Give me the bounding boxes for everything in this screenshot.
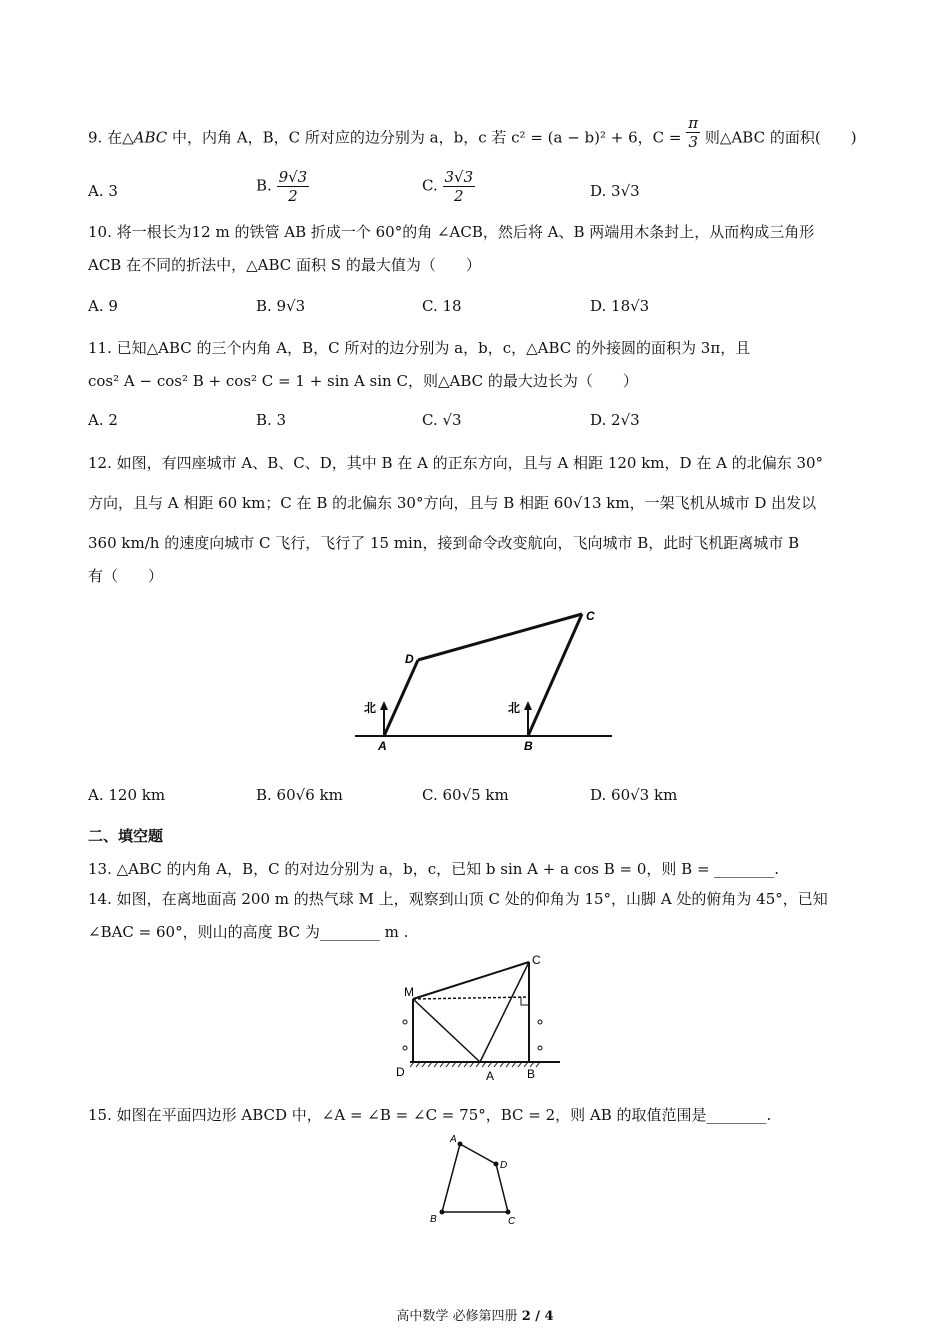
q12-label-c: C xyxy=(586,609,595,623)
q11-option-c: C. √3 xyxy=(422,411,462,429)
page-footer: 高中数学 必修第四册 2 / 4 xyxy=(396,1309,554,1324)
q10-option-a: A. 9 xyxy=(88,297,118,315)
page-number: 2 / 4 xyxy=(521,1309,554,1324)
q14-label-c: C xyxy=(532,953,541,967)
q11-option-a: A. 2 xyxy=(88,411,118,429)
q14-figure xyxy=(370,950,570,1085)
q9-option-b: B. $\frac{9√3}{2}$ xyxy=(256,168,308,205)
q15-label-b: B xyxy=(430,1214,437,1225)
q14-label-d: D xyxy=(396,1065,405,1079)
q10-option-c: C. 18 xyxy=(422,297,462,315)
q10-line-2: ACB 在不同的折法中，△ABC 面积 S 的最大值为（ ） xyxy=(88,256,481,274)
q12-line-1: 12. 如图，有四座城市 A、B、C、D，其中 B 在 A 的正东方向，且与 A 相距 120 km，D 在 A 的北偏东 30° xyxy=(88,454,824,472)
q12-figure xyxy=(350,600,620,755)
q13-line-1: 13. △ABC 的内角 A，B，C 的对边分别为 a，b，c，已知 b sin A + a cos B = 0，则 B = ________. xyxy=(88,860,780,878)
q9-option-c: C. $\frac{3√3}{2}$ xyxy=(422,168,474,205)
q11-option-d: D. 2√3 xyxy=(590,411,640,429)
q14-label-m: M xyxy=(404,985,414,999)
q10-option-b: B. 9√3 xyxy=(256,297,306,315)
q12-option-d: D. 60√3 km xyxy=(590,786,678,804)
q12-label-d: D xyxy=(405,652,414,666)
q14-label-b: B xyxy=(527,1067,536,1081)
q12-option-b: B. 60√6 km xyxy=(256,786,343,804)
q15-label-a: A xyxy=(450,1134,457,1145)
q11-option-b: B. 3 xyxy=(256,411,287,429)
q9-option-d: D. 3√3 xyxy=(590,182,640,200)
q10-option-d: D. 18√3 xyxy=(590,297,650,315)
q15-label-d: D xyxy=(500,1160,508,1171)
q15-figure xyxy=(420,1128,530,1228)
q9-stem: 9. 在△ABC 中，内角 A，B，C 所对应的边分别为 a，b，c 若 c² = (a − b)² + 6，C = $\frac{\pi}{3}$ 则△ABC 的面积( ) xyxy=(88,114,857,151)
q14-line-2: ∠BAC = 60°，则山的高度 BC 为________ m . xyxy=(88,923,409,941)
q11-line-1: 11. 已知△ABC 的三个内角 A，B，C 所对的边分别为 a，b，c，△ABC 的外接圆的面积为 3π，且 xyxy=(88,339,751,357)
q12-label-a: A xyxy=(378,739,387,753)
q12-option-c: C. 60√5 km xyxy=(422,786,509,804)
q12-label-b: B xyxy=(524,739,533,753)
section-heading-fill-in: 二、填空题 xyxy=(88,827,164,845)
q12-option-a: A. 120 km xyxy=(88,786,166,804)
q12-line-3: 360 km/h 的速度向城市 C 飞行，飞行了 15 min，接到命令改变航向，飞向城市 B，此时飞机距离城市 B xyxy=(88,534,800,552)
q14-line-1: 14. 如图，在离地面高 200 m 的热气球 M 上，观察到山顶 C 处的仰角为 15°，山脚 A 处的俯角为 45°，已知 xyxy=(88,890,828,908)
q15-line-1: 15. 如图在平面四边形 ABCD 中，∠A = ∠B = ∠C = 75°，BC = 2，则 AB 的取值范围是________. xyxy=(88,1106,772,1124)
q11-line-2: cos² A − cos² B + cos² C = 1 + sin A sin C，则△ABC 的最大边长为（ ） xyxy=(88,372,638,390)
q14-label-a: A xyxy=(486,1069,495,1083)
q12-line-4: 有（ ） xyxy=(88,567,164,585)
q12-north-label-2: 北 xyxy=(508,701,521,715)
q15-label-c: C xyxy=(508,1216,516,1227)
q12-north-label-1: 北 xyxy=(364,701,377,715)
q10-line-1: 10. 将一根长为12 m 的铁管 AB 折成一个 60°的角 ∠ACB，然后将 A、B 两端用木条封上，从而构成三角形 xyxy=(88,223,815,241)
q12-line-2: 方向，且与 A 相距 60 km；C 在 B 的北偏东 30°方向，且与 B 相距 60√13 km，一架飞机从城市 D 出发以 xyxy=(88,494,817,512)
q9-option-a: A. 3 xyxy=(88,182,118,200)
